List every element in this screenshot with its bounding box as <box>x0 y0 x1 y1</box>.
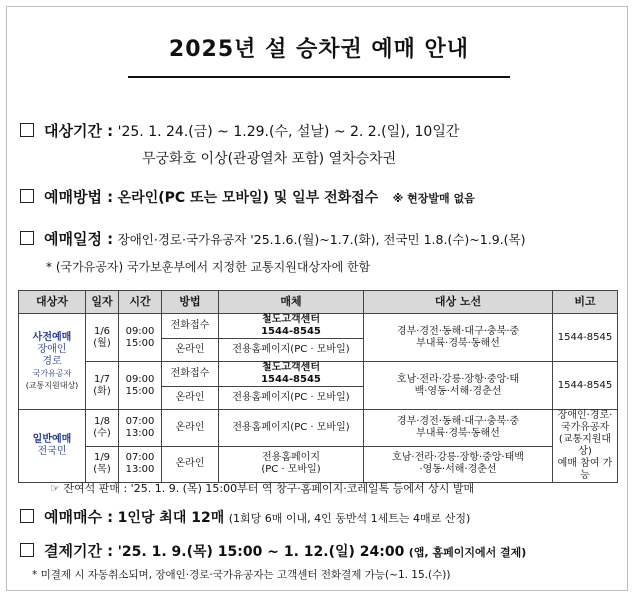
route-cell <box>364 410 553 447</box>
method-cell: 온라인 <box>162 387 219 410</box>
group-sub: (교통지원대상) <box>25 380 79 390</box>
date: 1/6 <box>93 325 111 337</box>
date-cell <box>86 410 119 447</box>
note-cell <box>553 410 618 483</box>
route-line: 호남·전라·강릉·장항·중앙·태 <box>396 373 520 385</box>
checkbox-icon <box>20 509 34 523</box>
media-line: 철도고객센터 <box>262 314 320 325</box>
period-label: 대상기간 : <box>44 122 114 140</box>
table-row <box>19 362 618 387</box>
section-period <box>20 120 459 141</box>
media-line: (PC · 모바일) <box>261 464 321 476</box>
media-cell: 전용홈페이지(PC · 모바일) <box>219 410 364 447</box>
title-underline <box>128 76 510 78</box>
group-sub: 전국민 <box>37 446 67 457</box>
note-line: 장애인·경로· <box>557 410 613 421</box>
schedule-label: 예매일정 : <box>44 230 114 248</box>
group-sub: 국가유공자 <box>32 368 72 378</box>
checkbox-icon <box>20 543 34 557</box>
time-cell <box>119 314 162 362</box>
method-cell: 전화접수 <box>162 362 219 387</box>
method-text: 온라인(PC 또는 모바일) 및 일부 전화접수 <box>117 190 379 206</box>
date-cell <box>86 362 119 410</box>
day: (수) <box>93 427 111 439</box>
payment-label: 결제기간 : <box>44 542 114 560</box>
note-cell: 1544-8545 <box>553 314 618 362</box>
date-cell <box>86 314 119 362</box>
media-cell: 전용홈페이지(PC · 모바일) <box>219 387 364 410</box>
time-end: 15:00 <box>125 385 155 397</box>
time-cell <box>119 362 162 410</box>
time-end: 15:00 <box>125 337 155 349</box>
group-advance-cell <box>19 314 86 410</box>
table-row <box>19 314 618 339</box>
route-cell <box>364 314 553 362</box>
route-line: 부내륙·경북·동해선 <box>416 337 500 349</box>
method-cell: 온라인 <box>162 339 219 362</box>
day: (월) <box>93 337 111 349</box>
group-name: 일반예매 <box>32 434 72 445</box>
table-header: 대상자 <box>19 291 86 314</box>
route-line: 경부·경전·동해·대구·충북·중 <box>396 325 520 337</box>
media-cell <box>219 362 364 387</box>
checkbox-icon <box>20 189 34 203</box>
schedule-text: 장애인·경로·국가유공자 '25.1.6.(월)~1.7.(화), 전국민 1.8.(수)~1.9.(목) <box>117 232 526 247</box>
route-line: 호남·전라·강릉·장항·중앙·태백 <box>392 452 524 464</box>
method-cell: 전화접수 <box>162 314 219 339</box>
media-cell <box>219 446 364 483</box>
quantity-label: 예매매수 : <box>44 508 114 526</box>
route-line: 부내륙·경북·동해선 <box>416 427 500 439</box>
time-cell <box>119 446 162 483</box>
section-schedule <box>20 228 525 249</box>
time-start: 09:00 <box>125 325 155 337</box>
group-general-cell <box>19 410 86 483</box>
schedule-footnote: * (국가유공자) 국가보훈부에서 지정한 교통지원대상자에 한함 <box>46 260 371 274</box>
date: 1/7 <box>93 373 111 385</box>
quantity-sub: (1회당 6매 이내, 4인 동반석 1세트는 4매로 산정) <box>228 512 471 525</box>
section-payment <box>20 540 526 561</box>
route-cell <box>364 446 553 483</box>
time-start: 07:00 <box>125 415 155 427</box>
group-sub: 장애인 <box>37 343 67 355</box>
schedule-table <box>18 290 618 483</box>
date: 1/9 <box>93 452 111 464</box>
route-line: ·영동·서해·경춘선 <box>419 464 497 476</box>
group-sub: 경로 <box>42 355 62 367</box>
date-cell <box>86 446 119 483</box>
media-cell <box>219 314 364 339</box>
period-text: '25. 1. 24.(금) ~ 1.29.(수, 설날) ~ 2. 2.(일), 10일간 <box>117 124 460 140</box>
period-target: 무궁화호 이상(관광열차 포함) 열차승차권 <box>142 151 397 167</box>
route-cell <box>364 362 553 410</box>
checkbox-icon <box>20 123 34 137</box>
table-row <box>19 446 618 483</box>
table-header: 대상 노선 <box>364 291 553 314</box>
media-line: 철도고객센터 <box>262 362 320 373</box>
note-line: (교통지원대상) <box>558 434 612 457</box>
table-header: 시간 <box>119 291 162 314</box>
method-note: ※ 현장발매 없음 <box>392 192 475 205</box>
route-line: 경부·경전·동해·대구·충북·중 <box>396 415 520 427</box>
time-end: 13:00 <box>125 464 155 476</box>
media-line: 1544-8545 <box>261 326 321 337</box>
table-header: 매체 <box>219 291 364 314</box>
time-cell <box>119 410 162 447</box>
time-start: 07:00 <box>125 452 155 464</box>
remaining-seats-note: ☞ 잔여석 판매 : '25. 1. 9. (목) 15:00부터 역 창구·홈페이지·코레일톡 등에서 상시 발매 <box>50 482 475 495</box>
time-start: 09:00 <box>125 373 155 385</box>
media-cell: 전용홈페이지(PC · 모바일) <box>219 339 364 362</box>
table-header: 비고 <box>553 291 618 314</box>
payment-sub: (앱, 홈페이지에서 결제) <box>408 546 527 559</box>
quantity-text: 1인당 최대 12매 <box>117 510 225 526</box>
note-cell: 1544-8545 <box>553 362 618 410</box>
group-name: 사전예매 <box>32 331 72 343</box>
payment-footnote: * 미결제 시 자동취소되며, 장애인·경로·국가유공자는 고객센터 전화결제 가능(~1. 15.(수)) <box>32 569 451 581</box>
payment-text: '25. 1. 9.(목) 15:00 ~ 1. 12.(일) 24:00 <box>117 544 405 560</box>
method-cell: 온라인 <box>162 446 219 483</box>
media-line: 전용홈페이지 <box>262 452 320 464</box>
day: (목) <box>93 464 111 476</box>
route-line: 백·영동·서해·경춘선 <box>414 385 502 397</box>
table-row <box>19 410 618 447</box>
date: 1/8 <box>93 415 111 427</box>
day: (화) <box>93 385 111 397</box>
table-header-row <box>19 291 618 314</box>
media-line: 1544-8545 <box>261 374 321 385</box>
note-line: 국가유공자 <box>560 422 610 433</box>
note-line: 예매 참여 가능 <box>557 458 613 481</box>
page-title: 2025년 설 승차권 예매 안내 <box>168 37 470 62</box>
method-cell: 온라인 <box>162 410 219 447</box>
table-header: 방법 <box>162 291 219 314</box>
section-quantity <box>20 506 470 527</box>
table-header: 일자 <box>86 291 119 314</box>
section-method <box>20 186 475 207</box>
method-label: 예매방법 : <box>44 188 114 206</box>
checkbox-icon <box>20 231 34 245</box>
time-end: 13:00 <box>125 427 155 439</box>
